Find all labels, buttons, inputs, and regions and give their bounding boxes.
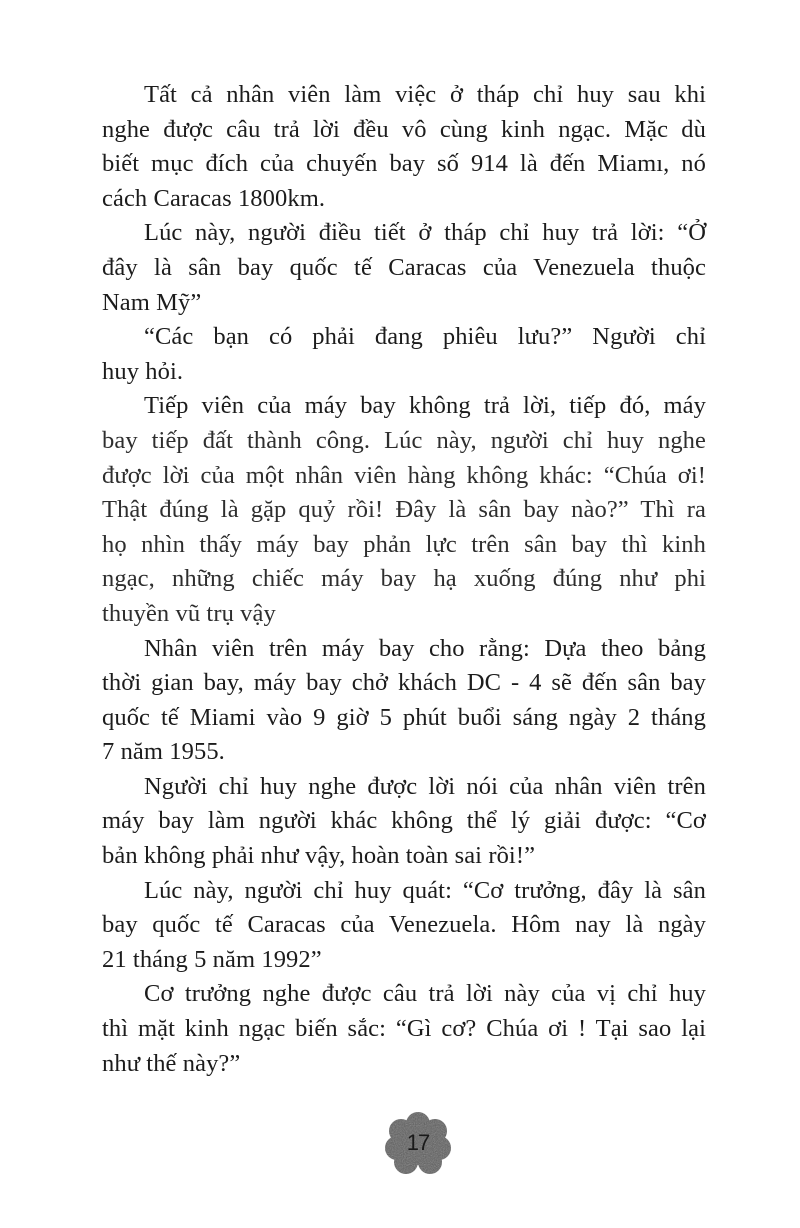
text-line: Nhân viên trên máy bay cho rằng: Dựa theo bảng xyxy=(144,634,706,662)
text-line: bản không phải như vậy, hoàn toàn sai rồi!” xyxy=(102,842,536,870)
text-line: đây là sân bay quốc tế Caracas của Venezuela thuộc xyxy=(102,253,706,281)
text-line: 21 tháng 5 năm 1992” xyxy=(102,945,322,973)
text-line: thì mặt kinh ngạc biến sắc: “Gì cơ? Chúa ơi ! Tại sao lại xyxy=(102,1015,706,1043)
text-line: được lời của một nhân viên hàng không khác: “Chúa ơi! xyxy=(102,461,706,489)
text-line: huy hỏi. xyxy=(102,357,184,385)
paragraph xyxy=(102,216,706,320)
text-line: biết mục đích của chuyến bay số 914 là đến Miamı, nó xyxy=(102,150,706,178)
text-line: Người chỉ huy nghe được lời nói của nhân viên trên xyxy=(144,772,706,800)
text-line: nghe được câu trả lời đều vô cùng kinh ngạc. Mặc dù xyxy=(102,115,706,143)
text-line: Nam Mỹ” xyxy=(102,288,202,316)
text-line: Lúc này, người điều tiết ở tháp chỉ huy trả lời: “Ở xyxy=(144,219,706,247)
paragraph xyxy=(102,874,706,978)
text-line: Lúc này, người chỉ huy quát: “Cơ trưởng, đây là sân xyxy=(144,876,706,904)
paragraph xyxy=(102,320,706,389)
text-line: Tất cả nhân viên làm việc ở tháp chỉ huy sau khi xyxy=(144,81,706,108)
paragraph xyxy=(102,770,706,874)
text-line: họ nhìn thấy máy bay phản lực trên sân bay thì kinh xyxy=(102,530,706,558)
text-line: như thế này?” xyxy=(102,1049,241,1077)
text-line: 7 năm 1955. xyxy=(102,738,225,766)
text-line: thời gian bay, máy bay chở khách DC - 4 sẽ đến sân bay xyxy=(102,669,706,697)
paragraph xyxy=(102,977,706,1081)
text-line: “Các bạn có phải đang phiêu lưu?” Người chỉ xyxy=(144,323,706,351)
text-line: bay quốc tế Caracas của Venezuela. Hôm nay là ngày xyxy=(102,911,706,939)
page-number: 17 xyxy=(406,1130,430,1155)
paragraph xyxy=(102,78,706,216)
text-line: quốc tế Miami vào 9 giờ 5 phút buổi sáng ngày 2 tháng xyxy=(102,703,706,731)
text-line: Tiếp viên của máy bay không trả lời, tiếp đó, máy xyxy=(144,392,706,420)
text-line: Cơ trưởng nghe được câu trả lời này của vị chỉ huy xyxy=(144,980,706,1008)
text-line: Thật đúng là gặp quỷ rồi! Đây là sân bay nào?” Thì ra xyxy=(102,496,706,524)
text-line: máy bay làm người khác không thể lý giải được: “Cơ xyxy=(102,807,706,835)
page-number-badge xyxy=(380,1110,456,1176)
text-line: thuyền vũ trụ vậy xyxy=(102,599,276,627)
text-line: cách Caracas 1800km. xyxy=(102,184,326,212)
text-line: bay tiếp đất thành công. Lúc này, người chỉ huy nghe xyxy=(102,426,706,454)
text-line: ngạc, những chiếc máy bay hạ xuống đúng như phi xyxy=(102,565,706,593)
paragraph xyxy=(102,389,706,631)
paragraph xyxy=(102,632,706,770)
body-text xyxy=(102,78,706,1081)
